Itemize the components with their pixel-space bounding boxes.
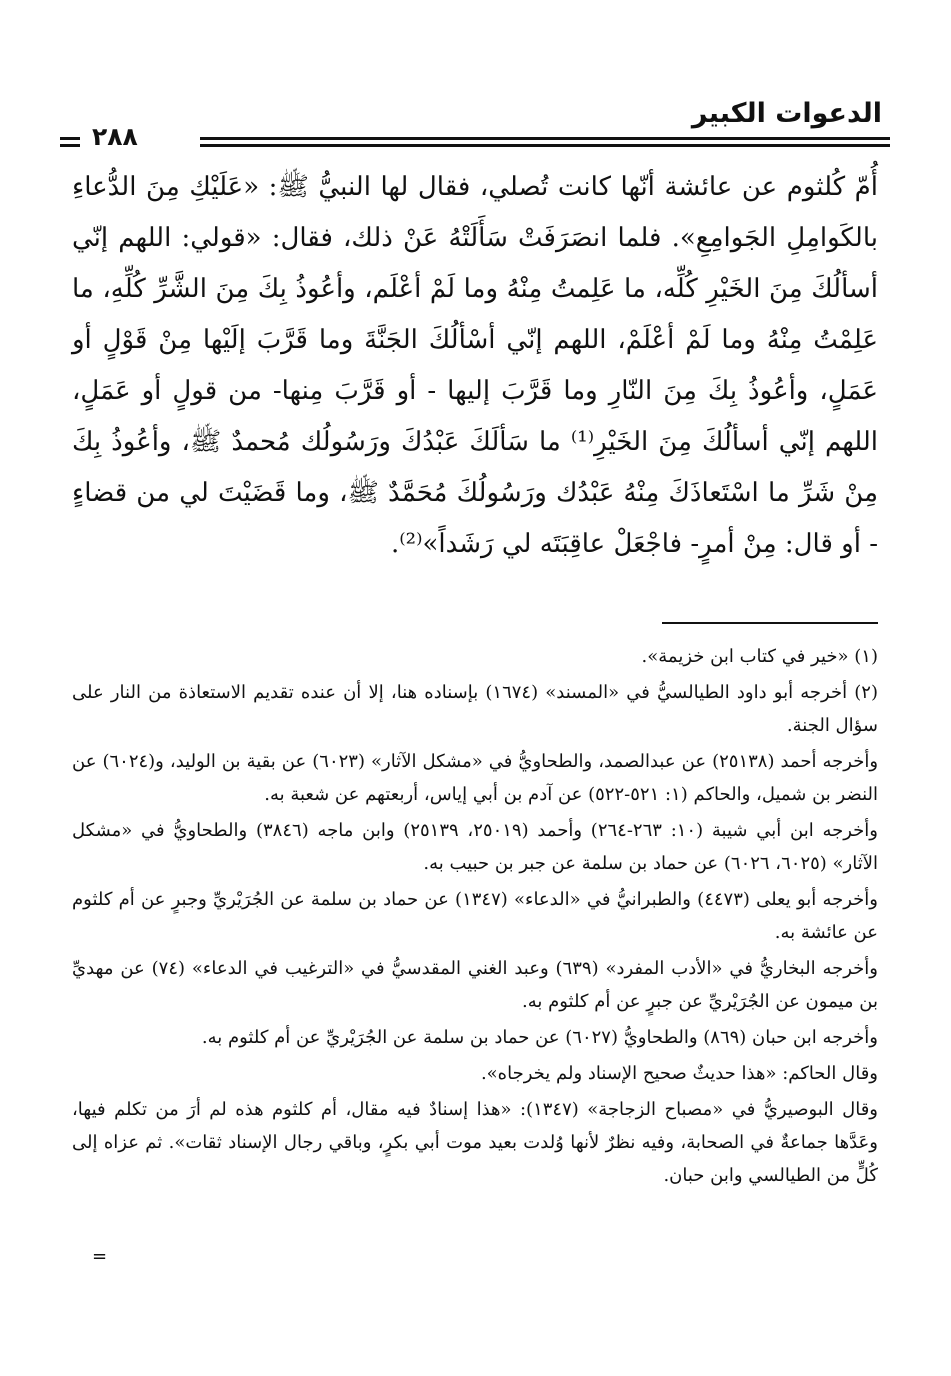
footnote-2: (٢) أخرجه أبو داود الطيالسيُّ في «المسند» (١٦٧٤) بإسناده هنا، إلا أن عنده تقديم الاستعاذة من النار على سؤال الجنة. bbox=[72, 682, 878, 736]
page-number: ٢٨٨ bbox=[82, 122, 148, 151]
continuation-mark: = bbox=[92, 1246, 108, 1267]
footnote-2-para: وقال البوصيريُّ في «مصباح الزجاجة» (١٣٤٧): «هذا إسنادٌ فيه مقال، أم كلثوم هذه لم أرَ من تكلم فيها، وعَدَّها جماعةٌ في الصحابة، وفيه نظرٌ لأنها وُلدت بعيد موت أبي بكرٍ، وباقي رجال الإسناد ثقات». ثم عزاه إلى كُلٍّ من الطيالسي وابن حبان. bbox=[72, 1099, 878, 1186]
footnote-2-para: وأخرجه البخاريُّ في «الأدب المفرد» (٦٣٩) وعبد الغني المقدسيُّ في «الترغيب في الدعاء» (٧٤) عن مهديِّ بن ميمون عن الجُرَيْريِّ عن جبرٍ عن أم كلثوم به. bbox=[72, 958, 878, 1012]
footnote-2-para: وأخرجه أبو يعلى (٤٤٧٣) والطبرانيُّ في «الدعاء» (١٣٤٧) عن حماد بن سلمة عن الجُرَيْريِّ وجبرٍ عن أم كلثوم عن عائشة به. bbox=[72, 889, 878, 943]
header-rule-left-top bbox=[60, 137, 80, 140]
footnote-1: (١) «خير في كتاب ابن خزيمة». bbox=[641, 646, 878, 667]
running-title: الدعوات الكبير bbox=[691, 98, 882, 129]
header-rule-left-bottom bbox=[60, 144, 80, 147]
main-paragraph: أُمّ كُلثوم عن عائشة أنّها كانت تُصلي، فقال لها النبيُّ ﷺ: «عَلَيْكِ مِنَ الدُّعاءِ بالكَوامِلِ الجَوامِعِ». فلما انصَرَفَتْ سَأَلَتْهُ عَنْ ذلك، فقال: «قولي: اللهم إنّي أسألُكَ مِنَ الخَيْرِ كُلِّه، ما عَلِمتُ مِنْهُ وما لَمْ أعْلَم، وأعُوذُ بِكَ مِنَ الشَّرِّ كُلِّهِ، ما عَلِمْتُ مِنْهُ وما لَمْ أعْلَمْ، اللهم إنّي أسْألُكَ الجَنَّةَ وما قَرَّبَ إلَيْها مِنْ قَوْلٍ أو عَمَلٍ، وأعُوذُ بِكَ مِنَ النّارِ وما قَرَّبَ إليها - أو قَرَّبَ مِنها- من قولٍ أو عَمَلٍ، اللهم إنّي أسألُكَ مِنَ الخَيْرِ⁽¹⁾ ما سَألَكَ عَبْدُكَ ورَسُولُك مُحمدٌ ﷺ، وأعُوذُ بِكَ مِنْ شَرِّ ما اسْتَعاذَكَ مِنْهُ عَبْدُك ورَسُولُكَ مُحَمَّدٌ ﷺ، وما قَضَيْتَ لي من قضاءٍ - أو قال: مِنْ أمرٍ- فاجْعَلْ عاقِبَتَه لي رَشَداً»⁽²⁾. bbox=[72, 172, 878, 559]
footnote-separator bbox=[662, 622, 878, 624]
page-header bbox=[60, 92, 890, 152]
footnote-2-para: وأخرجه ابن أبي شيبة (١٠: ٢٦٣-٢٦٤) وأحمد (٢٥٠١٩، ٢٥١٣٩) وابن ماجه (٣٨٤٦) والطحاويُّ في «مشكل الآثار» (٦٠٢٥، ٦٠٢٦) عن حماد بن سلمة عن جبر بن حبيب به. bbox=[72, 820, 878, 874]
header-rule-bottom bbox=[200, 144, 890, 147]
footnote-2-para: وقال الحاكم: «هذا حديثٌ صحيح الإسناد ولم يخرجاه». bbox=[480, 1063, 878, 1084]
main-text bbox=[72, 162, 878, 570]
footnote-2-para: وأخرجه أحمد (٢٥١٣٨) عن عبدالصمد، والطحاويُّ في «مشكل الآثار» (٦٠٢٣) عن بقية بن الوليد، و(٦٠٢٤) عن النضر بن شميل، والحاكم (١: ٥٢١-٥٢٢) عن آدم بن أبي إياس، أربعتهم عن شعبة به. bbox=[72, 751, 879, 805]
header-rule-top bbox=[200, 137, 890, 140]
footnote-2-para: وأخرجه ابن حبان (٨٦٩) والطحاويُّ (٦٠٢٧) عن حماد بن سلمة عن الجُرَيْريِّ عن أم كلثوم به. bbox=[201, 1027, 878, 1048]
footnotes bbox=[72, 640, 878, 1195]
